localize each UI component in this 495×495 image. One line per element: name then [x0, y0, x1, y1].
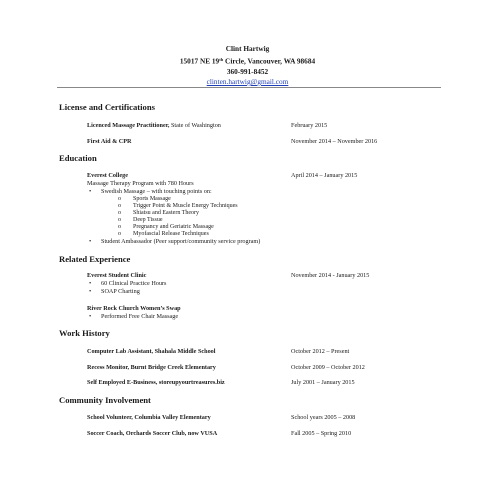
sub-bullet-glyph: o	[118, 217, 121, 223]
work-title: Self Employed E-Business, storeupyourtreasures.biz	[87, 379, 225, 386]
bullet-text: SOAP Charting	[101, 288, 140, 295]
community-date: School years 2005 – 2008	[291, 414, 356, 421]
work-date: October 2009 – October 2012	[291, 364, 365, 371]
community-title: School Volunteer, Columbia Valley Elementary	[87, 414, 211, 421]
bullet-glyph: •	[89, 313, 92, 320]
license-date: February 2015	[291, 122, 328, 129]
bullet-text: 60 Clinical Practice Hours	[101, 280, 167, 287]
program-name: Massage Therapy Program with 780 Hours	[87, 180, 194, 187]
email-link[interactable]: clinten.hartwig@gmail.com	[206, 77, 289, 86]
bullet-glyph: •	[89, 280, 92, 287]
bullet-glyph: •	[89, 238, 92, 245]
bullet-glyph: •	[89, 188, 92, 195]
work-title: Recess Monitor, Burnt Bridge Creek Elementary	[87, 364, 216, 371]
bullet-text: Performed Free Chair Massage	[101, 313, 179, 320]
sub-bullet-glyph: o	[118, 231, 121, 237]
work-date: October 2012 – Present	[291, 348, 350, 355]
phone: 360-991-8452	[226, 66, 269, 76]
sub-bullet-glyph: o	[118, 210, 121, 216]
sub-bullet-text: Deep Tissue	[133, 217, 163, 223]
header-divider	[57, 87, 441, 88]
license-date: November 2014 – November 2016	[291, 138, 378, 145]
candidate-name: Clint Hartwig	[225, 44, 270, 53]
section-title-community: Community Involvement	[59, 395, 151, 405]
section-title-work: Work History	[59, 328, 110, 338]
section-title-education: Education	[59, 153, 97, 163]
sub-bullet-glyph: o	[118, 203, 121, 209]
license-item: Licenced Massage Practitioner, State of Washington	[87, 122, 221, 129]
sub-bullet-glyph: o	[118, 224, 121, 230]
work-date: July 2001 – January 2015	[291, 379, 355, 386]
community-title: Soccer Coach, Orchards Soccer Club, now VUSA	[87, 430, 218, 437]
school-name: Everest College	[87, 172, 128, 179]
sub-bullet-text: Shiatsu and Eastern Theory	[133, 210, 200, 216]
school-date: April 2014 – January 2015	[291, 172, 358, 179]
work-title: Computer Lab Assistant, Shahala Middle School	[87, 348, 216, 355]
sub-bullet-text: Myofascial Release Techniques	[133, 231, 209, 237]
section-title-licenses: License and Certifications	[59, 102, 155, 112]
sub-bullet-text: Pregnancy and Geriatric Massage	[133, 224, 214, 230]
license-item: First Aid & CPR	[87, 138, 132, 145]
address: 15017 NE 19th Circle, Vancouver, WA 98684	[179, 56, 316, 65]
experience-org: River Rock Church Women’s Swap	[87, 305, 181, 312]
experience-date: November 2014 - January 2015	[291, 272, 370, 279]
bullet-text: Swedish Massage – with touching points on:	[101, 188, 212, 195]
sub-bullet-text: Sports Massage	[133, 196, 171, 202]
sub-bullet-glyph: o	[118, 196, 121, 202]
experience-org: Everest Student Clinic	[87, 272, 147, 279]
bullet-text: Student Ambassador (Peer support/community service program)	[101, 238, 261, 245]
sub-bullet-text: Trigger Point & Muscle Energy Techniques	[133, 203, 238, 209]
section-title-experience: Related Experience	[59, 254, 131, 264]
community-date: Fall 2005 – Spring 2010	[291, 430, 352, 437]
bullet-glyph: •	[89, 288, 92, 295]
resume-header	[0, 44, 495, 88]
